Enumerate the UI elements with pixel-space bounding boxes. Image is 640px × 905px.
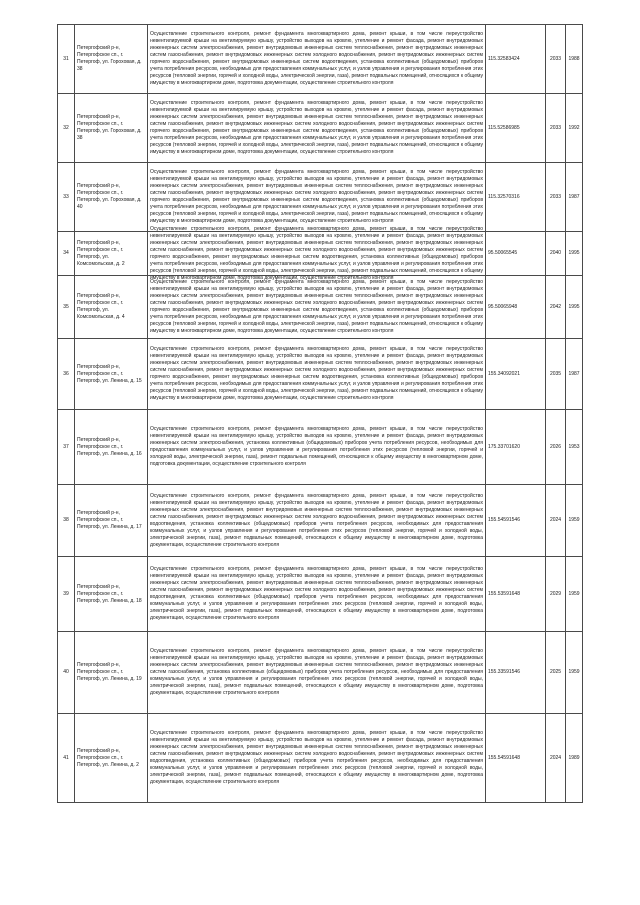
built-year: 1959 [568, 590, 580, 597]
works-cell [148, 339, 486, 409]
address: Петергофский р-н, Петергофское сп., г. Петергоф, ул. Комсомольская, д. 4 [77, 293, 125, 320]
address-cell [75, 557, 148, 631]
built-year: 1995 [568, 303, 580, 310]
cost-cell [486, 485, 546, 556]
cost-value: 115.52586985 [488, 124, 520, 131]
table-row [58, 225, 583, 281]
row-number: 34 [63, 250, 69, 256]
cost-cell [486, 714, 546, 802]
address-cell [75, 339, 148, 409]
cost-value: 95.50065545 [488, 250, 518, 256]
cost-cell [486, 410, 546, 484]
built-year: 1987 [568, 193, 580, 200]
built-year-cell [566, 94, 583, 162]
built-year-cell [566, 485, 583, 556]
row-number-cell [58, 339, 75, 409]
planned-year: 2025 [549, 669, 562, 675]
works-description: Осуществление строительного контроля, ремонт фундамента многоквартирного дома, ремонт крыши, в том числе переустройство невентилируемой крыши на вентилируемую крышу, устройство выходов на кровлю, утепление и ремонт фасада, ремонт внутридомовых инженерных систем электроснабжения, ремонт внутридомовых инженерных систем теплоснабжения, ремонт внутридомовых инженерных систем газоснабжения, ремонт внутридомовых инженерных систем холодного водоснабжения, ремонт внутридомовых инженерных систем горячего водоснабжения, ремонт внутридомовых инженерных систем водоотведения, установка коллективных (общедомовых) приборов учета потребления ресурсов, необходимых для предоставления коммунальных услуг, и узлов управления и регулирования потребления этих ресурсов (тепловой энергии, горячей и холодной воды, электрической энергии, газа), ремонт подвальных помещений, относящихся к общему имуществу в многоквартирном доме, подготовка документации, осуществление строительного контроля [150, 279, 483, 334]
works-description: Осуществление строительного контроля, ремонт фундамента многоквартирного дома, ремонт крыши, в том числе переустройство невентилируемой крыши на вентилируемую крышу, устройство выходов на кровлю, утепление и ремонт фасада, ремонт внутридомовых инженерных систем электроснабжения, ремонт внутридомовых инженерных систем теплоснабжения, ремонт внутридомовых инженерных систем газоснабжения, ремонт внутридомовых инженерных систем холодного водоснабжения, ремонт внутридомовых инженерных систем водоотведения, установка коллективных (общедомовых) приборов учета потребления ресурсов, необходимых для предоставления коммунальных услуг, и узлов управления и регулирования потребления этих ресурсов (тепловой энергии, горячей и холодной воды, электрической энергии, газа), ремонт подвальных помещений, относящихся к общему имуществу в многоквартирном доме, подготовка документации, осуществление строительного контроля [150, 492, 483, 548]
address-cell [75, 485, 148, 556]
address-cell [75, 94, 148, 162]
row-number: 35 [63, 303, 69, 310]
table-row [58, 557, 583, 632]
planned-year-cell [546, 485, 566, 556]
table-row [58, 485, 583, 557]
built-year-cell [566, 276, 583, 338]
address: Петергофский р-н, Петергофское сп., г. Петергоф, ул. Ленина, д. 16 [77, 436, 142, 457]
row-number-cell [58, 232, 75, 275]
built-year-cell [566, 232, 583, 275]
cost-value: 155.54591546 [488, 517, 520, 523]
planned-year: 2024 [549, 517, 562, 523]
works-table [57, 24, 583, 803]
works-description: Осуществление строительного контроля, ремонт фундамента многоквартирного дома, ремонт крыши, в том числе переустройство невентилируемой крыши на вентилируемую крышу, устройство выходов на кровлю, утепление и ремонт фасада, ремонт внутридомовых инженерных систем электроснабжения, ремонт внутридомовых инженерных систем теплоснабжения, ремонт внутридомовых инженерных систем газоснабжения, ремонт внутридомовых инженерных систем холодного водоснабжения, ремонт внутридомовых инженерных систем водоотведения, установка коллективных (общедомовых) приборов учета потребления ресурсов, необходимых для предоставления коммунальных услуг, и узлов управления и регулирования потребления этих ресурсов (тепловой энергии, горячей и холодной воды, электрической энергии, газа), ремонт подвальных помещений, относящихся к общему имуществу в многоквартирном доме, подготовка документации, осуществление строительного контроля [150, 566, 483, 621]
planned-year: 2033 [549, 55, 562, 62]
built-year: 1953 [568, 443, 580, 450]
address-cell [75, 632, 148, 713]
table-row [58, 276, 583, 339]
table-row [58, 94, 583, 163]
row-number: 37 [63, 443, 69, 450]
row-number: 40 [63, 669, 69, 675]
table-row [58, 410, 583, 485]
row-number-cell [58, 276, 75, 338]
address-cell [75, 714, 148, 802]
planned-year-cell [546, 25, 566, 93]
address: Петергофский р-н, Петергофское сп., г. Петергоф, ул. Ленина, д. 18 [77, 583, 142, 604]
cost-cell [486, 557, 546, 631]
works-description: Осуществление строительного контроля, ремонт фундамента многоквартирного дома, ремонт крыши, в том числе переустройство невентилируемой крыши на вентилируемую крышу, устройство выходов на кровлю, утепление и ремонт фасада, ремонт внутридомовых инженерных систем электроснабжения, ремонт внутридомовых инженерных систем теплоснабжения, ремонт внутридомовых инженерных систем газоснабжения, ремонт внутридомовых инженерных систем холодного водоснабжения, ремонт внутридомовых инженерных систем горячего водоснабжения, ремонт внутридомовых инженерных систем водоотведения, установка коллективных (общедомовых) приборов учета потребления ресурсов, необходимых для предоставления коммунальных услуг, и узлов управления и регулирования потребления этих ресурсов (тепловой энергии, горячей и холодной воды, электрической энергии, газа), ремонт подвальных помещений, относящихся к общему имуществу в многоквартирном доме, подготовка документации, осуществление строительного контроля [150, 225, 483, 281]
planned-year: 2042 [549, 303, 562, 310]
planned-year-cell [546, 410, 566, 484]
address-cell [75, 163, 148, 231]
built-year-cell [566, 632, 583, 713]
planned-year: 2040 [549, 250, 562, 256]
row-number-cell [58, 94, 75, 162]
cost-cell [486, 276, 546, 338]
built-year: 1987 [568, 370, 580, 377]
table-row [58, 163, 583, 232]
built-year-cell [566, 557, 583, 631]
row-number: 38 [63, 517, 69, 523]
address: Петергофский р-н, Петергофское сп., г. Петергоф, ул. Ленина, д. 15 [77, 363, 142, 384]
cost-value: 155.53591648 [488, 590, 520, 597]
works-cell [148, 163, 486, 231]
address: Петергофский р-н, Петергофское сп., г. Петергоф, ул. Гороховая, д. 38 [77, 114, 142, 141]
works-cell [148, 485, 486, 556]
table-row [58, 632, 583, 714]
planned-year: 2035 [549, 370, 562, 377]
row-number-cell [58, 714, 75, 802]
works-cell [148, 632, 486, 713]
built-year-cell [566, 25, 583, 93]
cost-value: 175.33701620 [488, 443, 520, 450]
cost-value: 115.32570316 [488, 193, 520, 200]
planned-year: 2026 [549, 443, 562, 450]
built-year: 1988 [568, 55, 580, 62]
cost-cell [486, 632, 546, 713]
row-number-cell [58, 25, 75, 93]
works-cell [148, 714, 486, 802]
planned-year-cell [546, 557, 566, 631]
address-cell [75, 25, 148, 93]
row-number-cell [58, 163, 75, 231]
built-year: 1989 [568, 754, 580, 761]
works-cell [148, 276, 486, 338]
address: Петергофский р-н, Петергофское сп., г. Петергоф, ул. Ленина, д. 17 [77, 510, 142, 530]
works-description: Осуществление строительного контроля, ремонт фундамента многоквартирного дома, ремонт крыши, в том числе переустройство невентилируемой крыши на вентилируемую крышу, устройство выходов на кровлю, утепление и ремонт фасада, ремонт внутридомовых инженерных систем электроснабжения, установка коллективных (общедомовых) приборов учета потребления ресурсов, необходимых для предоставления коммунальных услуг, и узлов управления и регулирования потребления этих ресурсов (тепловой энергии, горячей и холодной воды, электрической энергии, газа), ремонт подвальных помещений, относящихся к общему имуществу в многоквартирном доме, подготовка документации, осуществление строительного контроля [150, 426, 483, 467]
built-year-cell [566, 339, 583, 409]
cost-cell [486, 232, 546, 275]
built-year-cell [566, 410, 583, 484]
built-year-cell [566, 714, 583, 802]
works-description: Осуществление строительного контроля, ремонт фундамента многоквартирного дома, ремонт крыши, в том числе переустройство невентилируемой крыши на вентилируемую крышу, устройство выходов на кровлю, утепление и ремонт фасада, ремонт внутридомовых инженерных систем электроснабжения, ремонт внутридомовых инженерных систем теплоснабжения, ремонт внутридомовых инженерных систем газоснабжения, ремонт внутридомовых инженерных систем холодного водоснабжения, ремонт внутридомовых инженерных систем водоотведения, установка коллективных (общедомовых) приборов учета потребления ресурсов, необходимых для предоставления коммунальных услуг, и узлов управления и регулирования потребления этих ресурсов (тепловой энергии, горячей и холодной воды, электрической энергии, газа), ремонт подвальных помещений, относящихся к общему имуществу в многоквартирном доме, подготовка документации, осуществление строительного контроля [150, 730, 483, 785]
planned-year-cell [546, 163, 566, 231]
row-number-cell [58, 410, 75, 484]
planned-year-cell [546, 632, 566, 713]
row-number-cell [58, 485, 75, 556]
address-cell [75, 232, 148, 275]
cost-value: 155.33591546 [488, 669, 520, 675]
built-year: 1959 [568, 517, 580, 523]
row-number: 32 [63, 124, 69, 131]
works-cell [148, 94, 486, 162]
works-cell [148, 25, 486, 93]
row-number-cell [58, 632, 75, 713]
address: Петергофский р-н, Петергофское сп., г. Петергоф, ул. Комсомольская, д. 2 [77, 239, 125, 267]
planned-year: 2033 [549, 193, 562, 200]
works-description: Осуществление строительного контроля, ремонт фундамента многоквартирного дома, ремонт крыши, в том числе переустройство невентилируемой крыши на вентилируемую крышу, устройство выходов на кровлю, утепление и ремонт фасада, ремонт внутридомовых инженерных систем электроснабжения, ремонт внутридомовых инженерных систем теплоснабжения, ремонт внутридомовых инженерных систем газоснабжения, ремонт внутридомовых инженерных систем холодного водоснабжения, ремонт внутридомовых инженерных систем горячего водоснабжения, ремонт внутридомовых инженерных систем водоотведения, установка коллективных (общедомовых) приборов учета потребления ресурсов, необходимых для предоставления коммунальных услуг, и узлов управления и регулирования потребления этих ресурсов (тепловой энергии, горячей и холодной воды, электрической энергии, газа), ремонт подвальных помещений, относящихся к общему имуществу в многоквартирном доме, подготовка документации, осуществление строительного контроля [150, 31, 483, 86]
planned-year-cell [546, 276, 566, 338]
planned-year-cell [546, 714, 566, 802]
table-row [58, 339, 583, 410]
row-number: 33 [63, 193, 69, 200]
cost-cell [486, 94, 546, 162]
built-year-cell [566, 163, 583, 231]
address-cell [75, 410, 148, 484]
built-year: 1959 [568, 669, 580, 675]
row-number: 36 [63, 370, 69, 377]
cost-cell [486, 163, 546, 231]
works-cell [148, 225, 486, 281]
row-number: 31 [63, 55, 69, 62]
built-year: 1992 [568, 124, 580, 131]
planned-year: 2033 [549, 124, 562, 131]
address: Петергофский р-н, Петергофское сп., г. Петергоф, ул. Ленина, д. 19 [77, 662, 142, 682]
cost-value: 155.54591648 [488, 754, 520, 761]
table-row [58, 714, 583, 803]
cost-value: 155.34092021 [488, 370, 520, 377]
works-description: Осуществление строительного контроля, ремонт фундамента многоквартирного дома, ремонт крыши, в том числе переустройство невентилируемой крыши на вентилируемую крышу, устройство выходов на кровлю, утепление и ремонт фасада, ремонт внутридомовых инженерных систем электроснабжения, ремонт внутридомовых инженерных систем теплоснабжения, ремонт внутридомовых инженерных систем газоснабжения, ремонт внутридомовых инженерных систем холодного водоснабжения, ремонт внутридомовых инженерных систем горячего водоснабжения, ремонт внутридомовых инженерных систем водоотведения, установка коллективных (общедомовых) приборов учета потребления ресурсов, необходимых для предоставления коммунальных услуг, и узлов управления и регулирования потребления этих ресурсов (тепловой энергии, горячей и холодной воды, электрической энергии, газа), ремонт подвальных помещений, относящихся к общему имуществу в многоквартирном доме, подготовка документации, осуществление строительного контроля [150, 169, 483, 224]
planned-year-cell [546, 232, 566, 275]
cost-cell [486, 339, 546, 409]
works-cell [148, 557, 486, 631]
built-year: 1995 [568, 250, 580, 256]
cost-value: 115.32583424 [488, 55, 520, 62]
row-number: 41 [63, 754, 69, 761]
planned-year: 2024 [549, 754, 562, 761]
works-cell [148, 410, 486, 484]
planned-year-cell [546, 339, 566, 409]
address: Петергофский р-н, Петергофское сп., г. Петергоф, ул. Гороховая, д. 40 [77, 183, 142, 210]
table-row [58, 25, 583, 94]
planned-year-cell [546, 94, 566, 162]
works-description: Осуществление строительного контроля, ремонт фундамента многоквартирного дома, ремонт крыши, в том числе переустройство невентилируемой крыши на вентилируемую крышу, устройство выходов на кровлю, утепление и ремонт фасада, ремонт внутридомовых инженерных систем электроснабжения, ремонт внутридомовых инженерных систем теплоснабжения, ремонт внутридомовых инженерных систем газоснабжения, ремонт внутридомовых инженерных систем холодного водоснабжения, ремонт внутридомовых инженерных систем горячего водоснабжения, ремонт внутридомовых инженерных систем водоотведения, установка коллективных (общедомовых) приборов учета потребления ресурсов, необходимых для предоставления коммунальных услуг, и узлов управления и регулирования потребления этих ресурсов (тепловой энергии, горячей и холодной воды, электрической энергии, газа), ремонт подвальных помещений, относящихся к общему имуществу в многоквартирном доме, подготовка документации, осуществление строительного контроля [150, 346, 483, 401]
cost-value: 95.50065948 [488, 303, 518, 310]
row-number: 39 [63, 590, 69, 597]
address: Петергофский р-н, Петергофское сп., г. Петергоф, ул. Ленина, д. 2 [77, 747, 139, 768]
planned-year: 2029 [549, 590, 562, 597]
works-description: Осуществление строительного контроля, ремонт фундамента многоквартирного дома, ремонт крыши, в том числе переустройство невентилируемой крыши на вентилируемую крышу, устройство выходов на кровлю, утепление и ремонт фасада, ремонт внутридомовых инженерных систем электроснабжения, ремонт внутридомовых инженерных систем теплоснабжения, ремонт внутридомовых инженерных систем газоснабжения, установка коллективных (общедомовых) приборов учета потребления ресурсов, необходимых для предоставления коммунальных услуг, и узлов управления и регулирования потребления этих ресурсов (тепловой энергии, горячей и холодной воды, электрической энергии, газа), ремонт подвальных помещений, относящихся к общему имуществу в многоквартирном доме, подготовка документации, осуществление строительного контроля [150, 648, 483, 696]
works-description: Осуществление строительного контроля, ремонт фундамента многоквартирного дома, ремонт крыши, в том числе переустройство невентилируемой крыши на вентилируемую крышу, устройство выходов на кровлю, утепление и ремонт фасада, ремонт внутридомовых инженерных систем электроснабжения, ремонт внутридомовых инженерных систем теплоснабжения, ремонт внутридомовых инженерных систем газоснабжения, ремонт внутридомовых инженерных систем холодного водоснабжения, ремонт внутридомовых инженерных систем горячего водоснабжения, ремонт внутридомовых инженерных систем водоотведения, установка коллективных (общедомовых) приборов учета потребления ресурсов, необходимых для предоставления коммунальных услуг, и узлов управления и регулирования потребления этих ресурсов (тепловой энергии, горячей и холодной воды, электрической энергии, газа), ремонт подвальных помещений, относящихся к общему имуществу в многоквартирном доме, подготовка документации, осуществление строительного контроля [150, 100, 483, 155]
cost-cell [486, 25, 546, 93]
address: Петергофский р-н, Петергофское сп., г. Петергоф, ул. Гороховая, д. 38 [77, 45, 142, 72]
address-cell [75, 276, 148, 338]
row-number-cell [58, 557, 75, 631]
